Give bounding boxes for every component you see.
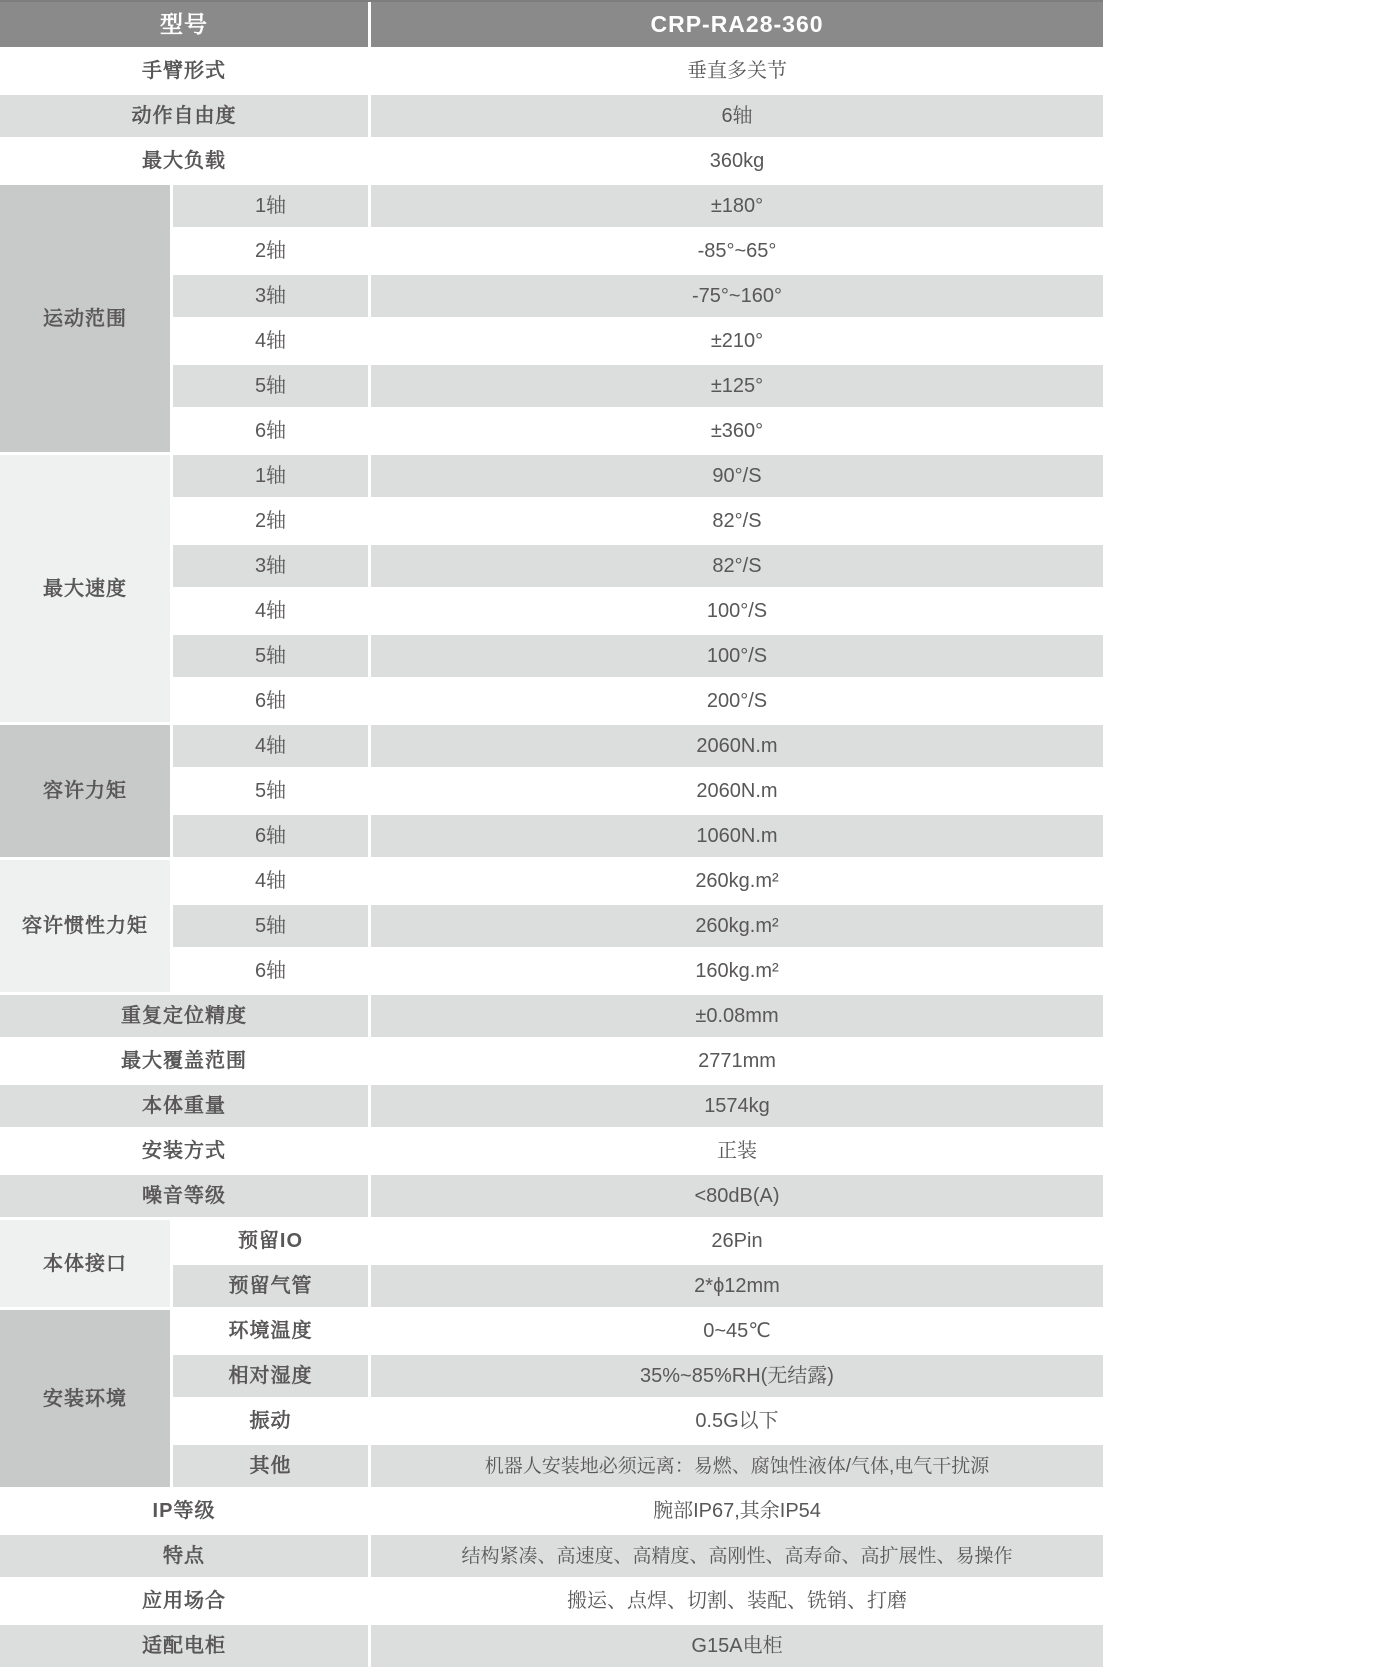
section-allowable-torque <box>0 725 1103 857</box>
row-value: 90°/S <box>371 455 1103 497</box>
row-value: 2771mm <box>371 1040 1103 1082</box>
row-value: 6轴 <box>371 95 1103 137</box>
row-value: 82°/S <box>371 545 1103 587</box>
axis-label: 5轴 <box>173 365 368 407</box>
row-axis <box>173 950 1103 992</box>
axis-label: 4轴 <box>173 725 368 767</box>
row-axis <box>173 635 1103 677</box>
row-ip-rating <box>0 1490 1103 1532</box>
row-label: 最大覆盖范围 <box>0 1040 368 1082</box>
row-value: 1060N.m <box>371 815 1103 857</box>
sub-label: 其他 <box>173 1445 368 1487</box>
axis-label: 5轴 <box>173 635 368 677</box>
row-value: G15A电柜 <box>371 1625 1103 1667</box>
row-repeat-accuracy <box>0 995 1103 1037</box>
row-value: ±360° <box>371 410 1103 452</box>
row-axis <box>173 500 1103 542</box>
section-label: 本体接口 <box>0 1220 170 1307</box>
section-install-env <box>0 1310 1103 1487</box>
row-reserved-io <box>173 1220 1103 1262</box>
axis-label: 2轴 <box>173 230 368 272</box>
row-label: 适配电柜 <box>0 1625 368 1667</box>
row-value: 腕部IP67,其余IP54 <box>371 1490 1103 1532</box>
row-value: 垂直多关节 <box>371 50 1103 92</box>
row-value: 0.5G以下 <box>371 1400 1103 1442</box>
section-max-speed <box>0 455 1103 722</box>
row-value: 200°/S <box>371 680 1103 722</box>
row-label: 应用场合 <box>0 1580 368 1622</box>
axis-label: 4轴 <box>173 590 368 632</box>
row-axis <box>173 410 1103 452</box>
row-axis <box>173 590 1103 632</box>
section-rows <box>173 725 1103 857</box>
row-value: 260kg.m² <box>371 860 1103 902</box>
row-axis <box>173 770 1103 812</box>
row-label: IP等级 <box>0 1490 368 1532</box>
row-value: 160kg.m² <box>371 950 1103 992</box>
row-value: 2060N.m <box>371 725 1103 767</box>
row-vibration <box>173 1400 1103 1442</box>
row-axis <box>173 815 1103 857</box>
section-rows <box>173 455 1103 722</box>
row-label: 重复定位精度 <box>0 995 368 1037</box>
row-axis <box>173 185 1103 227</box>
axis-label: 6轴 <box>173 410 368 452</box>
model-label: 型号 <box>0 2 368 47</box>
row-axis <box>173 365 1103 407</box>
row-noise-level <box>0 1175 1103 1217</box>
row-value: -85°~65° <box>371 230 1103 272</box>
model-value: CRP-RA28-360 <box>371 2 1103 47</box>
row-value: 82°/S <box>371 500 1103 542</box>
row-axis <box>173 455 1103 497</box>
row-axis <box>173 905 1103 947</box>
sub-label: 相对湿度 <box>173 1355 368 1397</box>
row-label: 安装方式 <box>0 1130 368 1172</box>
section-rows <box>173 185 1103 452</box>
axis-label: 5轴 <box>173 770 368 812</box>
row-value: ±180° <box>371 185 1103 227</box>
axis-label: 6轴 <box>173 680 368 722</box>
sub-label: 振动 <box>173 1400 368 1442</box>
row-value: 机器人安装地必须远离：易燃、腐蚀性液体/气体,电气干扰源 <box>371 1445 1103 1487</box>
row-label: 最大负载 <box>0 140 368 182</box>
row-applications <box>0 1580 1103 1622</box>
row-mounting <box>0 1130 1103 1172</box>
axis-label: 3轴 <box>173 545 368 587</box>
axis-label: 1轴 <box>173 455 368 497</box>
row-label: 动作自由度 <box>0 95 368 137</box>
row-features <box>0 1535 1103 1577</box>
row-value: ±125° <box>371 365 1103 407</box>
section-body-interface <box>0 1220 1103 1307</box>
row-value: ±210° <box>371 320 1103 362</box>
axis-label: 3轴 <box>173 275 368 317</box>
row-max-reach <box>0 1040 1103 1082</box>
row-value: 0~45℃ <box>371 1310 1103 1352</box>
axis-label: 1轴 <box>173 185 368 227</box>
row-value: 260kg.m² <box>371 905 1103 947</box>
section-motion-range <box>0 185 1103 452</box>
row-value: 35%~85%RH(无结露) <box>371 1355 1103 1397</box>
row-value: 结构紧凑、高速度、高精度、高刚性、高寿命、高扩展性、易操作 <box>371 1535 1103 1577</box>
row-value: 100°/S <box>371 635 1103 677</box>
section-rows <box>173 860 1103 992</box>
row-other-env <box>173 1445 1103 1487</box>
row-value: 1574kg <box>371 1085 1103 1127</box>
row-axis <box>173 545 1103 587</box>
row-value: 360kg <box>371 140 1103 182</box>
row-axis <box>173 860 1103 902</box>
section-label: 安装环境 <box>0 1310 170 1487</box>
row-axis <box>173 725 1103 767</box>
sub-label: 预留IO <box>173 1220 368 1262</box>
row-value: 2*ϕ12mm <box>371 1265 1103 1307</box>
axis-label: 6轴 <box>173 815 368 857</box>
section-label: 最大速度 <box>0 455 170 722</box>
row-ambient-temp <box>173 1310 1103 1352</box>
section-allowable-inertia <box>0 860 1103 992</box>
axis-label: 4轴 <box>173 320 368 362</box>
axis-label: 6轴 <box>173 950 368 992</box>
row-value: 100°/S <box>371 590 1103 632</box>
row-label: 噪音等级 <box>0 1175 368 1217</box>
row-axis <box>173 275 1103 317</box>
sub-label: 预留气管 <box>173 1265 368 1307</box>
section-label: 运动范围 <box>0 185 170 452</box>
row-axis <box>173 320 1103 362</box>
row-value: 26Pin <box>371 1220 1103 1262</box>
section-label: 容许力矩 <box>0 725 170 857</box>
row-humidity <box>173 1355 1103 1397</box>
sub-label: 环境温度 <box>173 1310 368 1352</box>
section-rows <box>173 1310 1103 1487</box>
row-label: 本体重量 <box>0 1085 368 1127</box>
row-value: 2060N.m <box>371 770 1103 812</box>
row-label: 手臂形式 <box>0 50 368 92</box>
row-reserved-air <box>173 1265 1103 1307</box>
axis-label: 4轴 <box>173 860 368 902</box>
row-value: -75°~160° <box>371 275 1103 317</box>
axis-label: 5轴 <box>173 905 368 947</box>
row-cabinet <box>0 1625 1103 1667</box>
row-body-weight <box>0 1085 1103 1127</box>
row-value: <80dB(A) <box>371 1175 1103 1217</box>
axis-label: 2轴 <box>173 500 368 542</box>
row-value: ±0.08mm <box>371 995 1103 1037</box>
row-label: 特点 <box>0 1535 368 1577</box>
row-max-payload <box>0 140 1103 182</box>
header-row <box>0 2 1103 47</box>
section-label: 容许惯性力矩 <box>0 860 170 992</box>
row-value: 正装 <box>371 1130 1103 1172</box>
row-value: 搬运、点焊、切割、装配、铣销、打磨 <box>371 1580 1103 1622</box>
row-dof <box>0 95 1103 137</box>
section-rows <box>173 1220 1103 1307</box>
row-arm-type <box>0 50 1103 92</box>
row-axis <box>173 680 1103 722</box>
row-axis <box>173 230 1103 272</box>
